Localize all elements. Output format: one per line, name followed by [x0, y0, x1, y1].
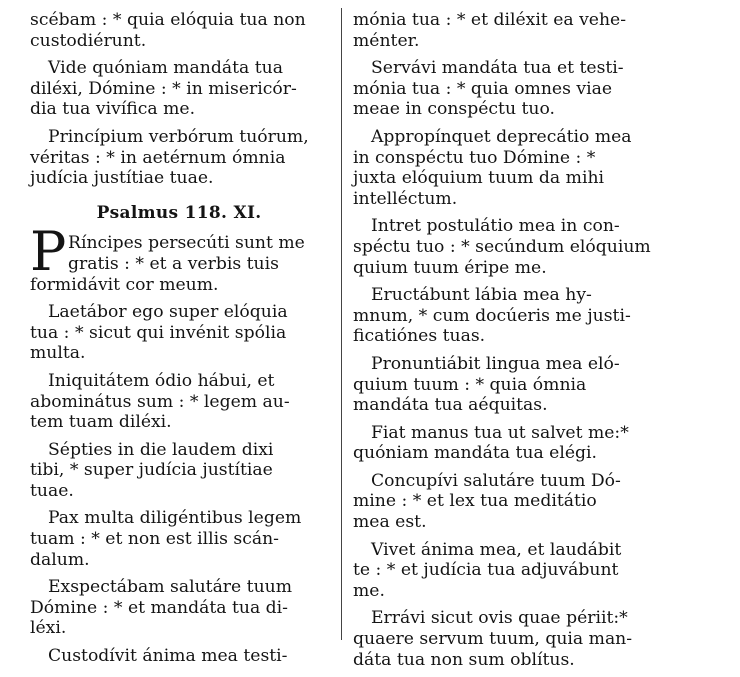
- verse: [353, 10, 653, 51]
- verse-line: Ríncipes persecúti sunt me: [68, 233, 305, 254]
- verse: [30, 371, 328, 433]
- verse-line: meae in conspéctu tuo.: [353, 99, 555, 120]
- verse-line: spéctu tuo : * secúndum elóquium: [353, 236, 651, 257]
- verse-line: tua : * sicut qui invénit spólia: [30, 322, 287, 343]
- verse-line: Sépties in die laudem dixi: [48, 439, 274, 460]
- verse: [30, 58, 328, 120]
- verse-line: mine : * et lex tua meditátio: [353, 491, 597, 512]
- verse: [353, 127, 653, 209]
- verse: [30, 302, 328, 364]
- verse-line: Laetábor ego super elóquia: [48, 302, 288, 323]
- verse-line: Vivet ánima mea, et laudábit: [371, 539, 622, 560]
- verse: [353, 285, 653, 347]
- left-column: [30, 10, 328, 674]
- verse-line: mandáta tua aéquitas.: [353, 395, 548, 416]
- verse-line: tuam : * et non est illis scán-: [30, 529, 279, 550]
- verse: [30, 646, 328, 667]
- verse-line: léxi.: [30, 618, 67, 639]
- verse-line: mea est.: [353, 512, 427, 533]
- verse-line: formidávit cor meum.: [30, 274, 219, 295]
- verse-line: dáta tua non sum oblítus.: [353, 649, 575, 670]
- verse-line: Pax multa diligéntibus legem: [48, 508, 302, 529]
- verse-line: gratis : * et a verbis tuis: [68, 253, 279, 274]
- verse-line: custodiérunt.: [30, 30, 147, 51]
- verse-line: dia tua vivífica me.: [30, 99, 196, 120]
- verse-line: tibi, * super judícia justítiae: [30, 460, 273, 481]
- verse-line: Fiat manus tua ut salvet me:*: [371, 422, 629, 443]
- verse-line: abominátus sum : * legem au-: [30, 391, 290, 412]
- verse-line: mónia tua : * et diléxit ea vehe-: [353, 10, 627, 30]
- verse-line: juxta elóquium tuum da mihi: [353, 168, 605, 189]
- verse-line: Exspectábam salutáre tuum: [48, 577, 293, 598]
- verse-line: in conspéctu tuo Dómine : *: [353, 147, 596, 168]
- verse-line: tuae.: [30, 480, 74, 501]
- verse-line: te : * et judícia tua adjuvábunt: [353, 560, 619, 581]
- verse-line: mónia tua : * quia omnes viae: [353, 78, 612, 99]
- verse: [30, 127, 328, 189]
- psalm-opening-verse: [30, 220, 328, 295]
- verse-line: scébam : * quia elóquia tua non: [30, 10, 306, 30]
- verse-line: tem tuam diléxi.: [30, 412, 172, 433]
- verse-line: Iniquitátem ódio hábui, et: [48, 370, 275, 391]
- verse-line: Eructábunt lábia mea hy-: [371, 285, 592, 306]
- drop-cap-initial: P: [30, 220, 67, 284]
- verse-line: Princípium verbórum tuórum,: [48, 126, 309, 147]
- verse-line: Custodívit ánima mea testi-: [48, 646, 288, 667]
- verse: [30, 508, 328, 570]
- verse: [30, 577, 328, 639]
- verse-line: ménter.: [353, 30, 420, 51]
- verse: [30, 440, 328, 502]
- verse-line: mnum, * cum docúeris me justi-: [353, 305, 631, 326]
- left-verses-top: [30, 10, 328, 189]
- verse-line: intelléctum.: [353, 188, 458, 209]
- column-divider: [341, 8, 342, 640]
- verse-line: ficatiónes tuas.: [353, 326, 486, 347]
- verse-line: Errávi sicut ovis quae périit:*: [371, 608, 628, 629]
- verse-line: Vide quóniam mandáta tua: [48, 58, 283, 79]
- right-verses: [353, 10, 653, 670]
- verse-line: dalum.: [30, 549, 90, 570]
- verse-line: quium tuum éripe me.: [353, 257, 547, 278]
- psalm-heading: Psalmus 118. XI.: [96, 202, 262, 223]
- verse-line: me.: [353, 580, 385, 601]
- verse-line: quóniam mandáta tua elégi.: [353, 443, 597, 464]
- verse-line: quium tuum : * quia ómnia: [353, 374, 587, 395]
- verse: [353, 471, 653, 533]
- verse-line: judícia justítiae tuae.: [30, 168, 214, 189]
- verse-line: Servávi mandáta tua et testi-: [371, 58, 624, 79]
- verse: [353, 423, 653, 464]
- verse: [30, 10, 328, 51]
- right-column: [353, 10, 653, 677]
- verse-line: Dómine : * et mandáta tua di-: [30, 597, 288, 618]
- verse-line: quaere servum tuum, quia man-: [353, 629, 633, 650]
- verse-line: Intret postulátio mea in con-: [371, 216, 620, 237]
- verse: [353, 540, 653, 602]
- verse-line: Appropínquet deprecátio mea: [371, 126, 632, 147]
- verse-line: Concupívi salutáre tuum Dó-: [371, 470, 621, 491]
- verse: [353, 354, 653, 416]
- verse-line: multa.: [30, 343, 86, 364]
- verse-line: Pronuntiábit lingua mea eló-: [371, 353, 620, 374]
- verse: [353, 58, 653, 120]
- verse-line: diléxi, Dómine : * in misericór-: [30, 78, 297, 99]
- verse: [353, 216, 653, 278]
- left-verses-bottom: [30, 302, 328, 667]
- verse: [353, 608, 653, 670]
- verse-line: véritas : * in aetérnum ómnia: [30, 147, 286, 168]
